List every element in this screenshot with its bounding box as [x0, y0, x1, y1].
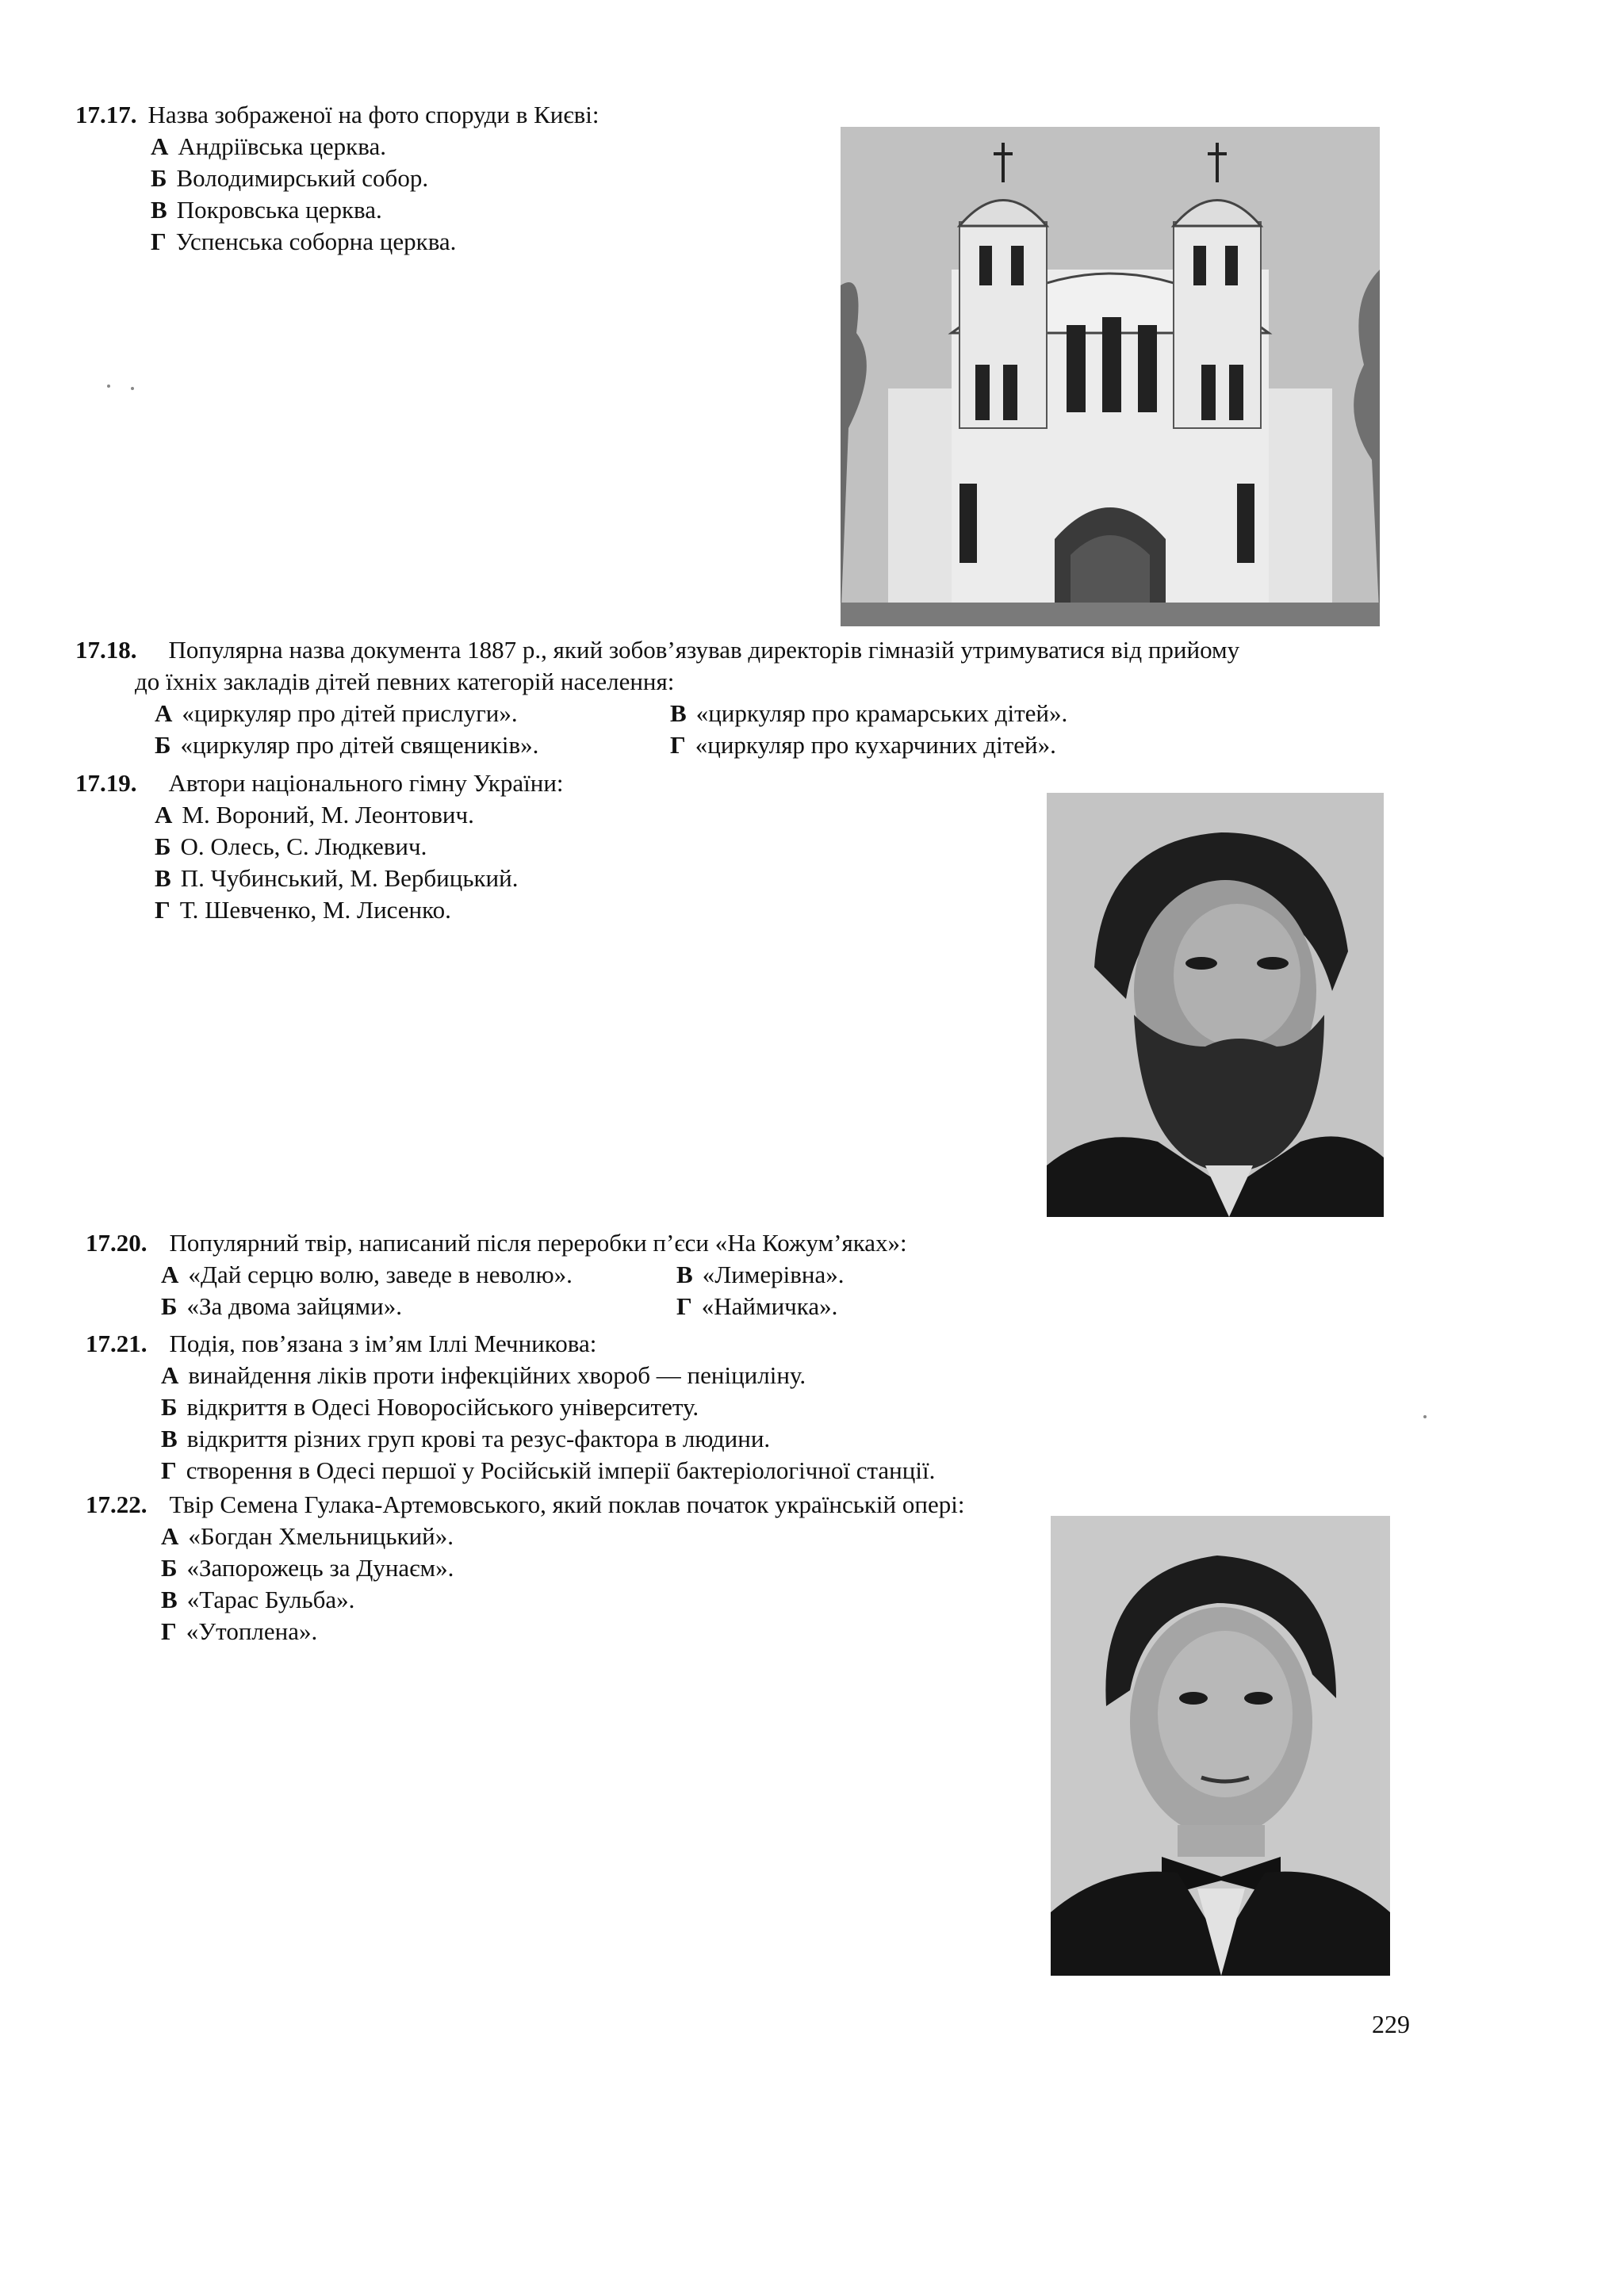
answer-option-b: Б Володимирський собор.	[151, 164, 429, 192]
question-text: Твір Семена Гулака-Артемовського, який поклав початок українській опері:	[169, 1490, 965, 1518]
question-text-line2: до їхніх закладів дітей певних категорій населення:	[135, 668, 675, 695]
answer-option-d: Г «циркуляр про кухарчиних дітей».	[670, 731, 1056, 759]
portrait-photo-bearded	[1047, 793, 1384, 1217]
question-text: Назва зображеної на фото споруди в Києві:	[147, 101, 599, 128]
answer-option-c: В П. Чубинський, М. Вербицький.	[155, 864, 519, 892]
answer-option-a: А «циркуляр про дітей прислуги».	[155, 699, 518, 727]
question-text: Популярний твір, написаний після переробки п’єси «На Кожум’яках»:	[169, 1229, 907, 1257]
answer-option-a: А винайдення ліків проти інфекційних хвороб — пеніциліну.	[161, 1361, 806, 1389]
question-17-21	[86, 1328, 935, 1487]
answer-option-b: Б О. Олесь, С. Людкевич.	[155, 832, 427, 860]
question-text: Автори національного гімну України:	[168, 769, 564, 797]
question-number: 17.17.	[75, 101, 137, 128]
answer-option-d: Г створення в Одесі першої у Російській імперії бактеріологічної станції.	[161, 1456, 936, 1484]
question-17-22	[86, 1489, 964, 1647]
answer-option-b: Б «циркуляр про дітей священиків».	[155, 731, 539, 759]
portrait-photo-young-man	[1051, 1516, 1390, 1976]
question-number: 17.19.	[75, 769, 137, 797]
question-text: Подія, пов’язана з ім’ям Іллі Мечникова:	[169, 1330, 597, 1357]
page-number: 229	[1372, 2010, 1410, 2038]
answer-option-a: А М. Вороний, М. Леонтович.	[155, 801, 474, 828]
answer-option-c: В «Лимерівна».	[676, 1261, 845, 1288]
scan-speck	[107, 385, 110, 388]
scan-speck	[131, 387, 134, 390]
answer-option-b: Б відкриття в Одесі Новоросійського університету.	[161, 1393, 699, 1421]
answer-option-d: Г Успенська соборна церква.	[151, 228, 457, 255]
question-17-17	[75, 99, 599, 258]
scan-speck	[1423, 1415, 1427, 1418]
answer-option-c: В відкриття різних груп крові та резус-фактора в людини.	[161, 1425, 771, 1452]
question-text-line1: Популярна назва документа 1887 р., який зобов’язував директорів гімназій утримуватися від прийому	[168, 636, 1240, 664]
answer-option-a: А Андріївська церква.	[151, 132, 386, 160]
cathedral-photo	[841, 127, 1380, 626]
answer-option-a: А «Дай серцю волю, заведе в неволю».	[161, 1261, 573, 1288]
answer-option-c: В Покровська церква.	[151, 196, 382, 224]
question-17-19	[75, 767, 564, 926]
question-number: 17.20.	[86, 1229, 147, 1257]
question-number: 17.18.	[75, 636, 137, 664]
question-17-20	[86, 1227, 1192, 1322]
answer-option-c: В «циркуляр про крамарських дітей».	[670, 699, 1068, 727]
answer-option-d: Г Т. Шевченко, М. Лисенко.	[155, 896, 451, 924]
answer-option-a: А «Богдан Хмельницький».	[161, 1522, 454, 1550]
answer-option-c: В «Тарас Бульба».	[161, 1586, 355, 1613]
question-17-18	[75, 634, 1239, 761]
question-number: 17.22.	[86, 1490, 147, 1518]
question-number: 17.21.	[86, 1330, 147, 1357]
answer-option-b: Б «Запорожець за Дунаєм».	[161, 1554, 454, 1582]
answer-option-d: Г «Утоплена».	[161, 1617, 318, 1645]
answer-option-d: Г «Наймичка».	[676, 1292, 838, 1320]
answer-option-b: Б «За двома зайцями».	[161, 1292, 402, 1320]
